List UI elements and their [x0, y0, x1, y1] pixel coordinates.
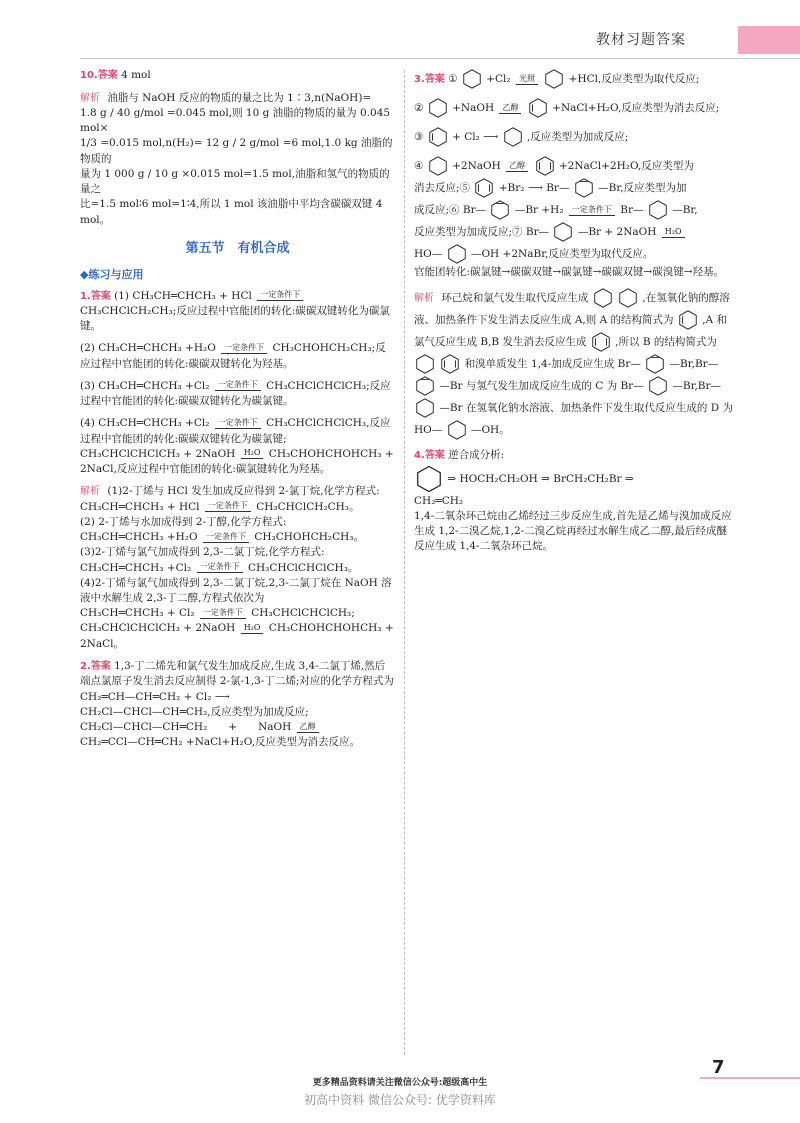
q10-exp-line4: 量为 1 000 g / 10 g ×0.015 mol=1.5 mol,油脂和氢气的物质的量之 [80, 167, 390, 196]
cyclohexane-ring-icon [461, 68, 483, 90]
chlorocyclohexane-ring-icon [543, 68, 565, 90]
q3-r7a: 反应类型为加成反应;⑦ Br— [414, 226, 550, 238]
q3-exp3e: —Br,Br— [672, 380, 722, 393]
q3-exp3d: —Br 与氢气发生加成反应生成的 C 为 Br— [439, 380, 644, 393]
q1-exp4b: CH₃CH═CHCH₃ + Cl₂ [80, 607, 195, 620]
q10-explanation [80, 91, 395, 228]
footer-watermark: 初高中资料 微信公众号: 优学资料库 [304, 1093, 496, 1107]
q3-r5a: 消去反应;⑤ [414, 182, 471, 194]
chlorocyclohexane-ring-icon [617, 287, 639, 309]
q1-part4 [80, 416, 395, 477]
q1-part1 [80, 289, 395, 335]
q1-eq1: (1) CH₃CH═CHCH₃ + HCl [114, 289, 252, 302]
cyclohexene-ring-icon [527, 97, 549, 119]
light-arrow: 光照 [516, 74, 538, 85]
q1-exp3b: CH₃CH═CHCH₃ +Cl₂ [80, 561, 192, 574]
q3-reaction1 [414, 68, 734, 90]
q4-line4: 1,4-二氧杂环己烷由乙烯经过三步反应生成,首先是乙烯与溴加成反应生成 1,2-二溴乙烷,1,2-二溴乙烷再经过水解生成乙二醇,最后经成醚反应生成 1,4-二氧杂环己烷。 [414, 509, 732, 553]
q3-r9: 官能团转化:碳氯键→碳碳双键→碳氯键→碳碳双键→碳溴键→羟基。 [414, 266, 725, 278]
q4-tag: 4.答案 [414, 450, 445, 462]
q10-answer [80, 68, 395, 84]
cyclohexene-ring-icon [489, 199, 511, 221]
q3-r3c: ,反应类型为加成反应; [526, 131, 629, 143]
left-column [80, 68, 395, 758]
dichlorocyclohexane-ring-icon [414, 353, 436, 375]
chlorocyclohexane-ring-icon [427, 97, 449, 119]
q2-tag: 2.答案 [80, 660, 111, 672]
dichlorocyclohexane-ring-icon [427, 155, 449, 177]
condition-arrow: 一定条件下 [200, 608, 246, 619]
q1-exp4c: CH₃CHClCHClCH₃; [251, 607, 355, 620]
cyclohexene-ring-icon [573, 177, 595, 199]
condition-arrow: 一定条件下 [221, 343, 267, 354]
q3-r6c: Br— [620, 204, 644, 216]
cyclohexene-ring-icon [414, 375, 436, 397]
q3-r8a: HO— [414, 248, 443, 260]
header-title: 教材习题答案 [596, 32, 686, 48]
cond-h2o: H₂O [243, 622, 261, 632]
q1-eq2-result: CH₃CHOHCH₂CH₃;反应过程中官能团的转化:碳碳双键转化为羟基。 [80, 342, 386, 370]
q2-line3: CH₂Cl—CHCl—CH═CH₂ + NaOH [80, 721, 292, 734]
cond-ethanol: 乙醇 [299, 721, 316, 731]
q3-r5b: +Br₂ ⟶ Br— [498, 182, 570, 194]
right-column [414, 68, 734, 562]
q1-eq2: (2) CH₃CH═CHCH₃ +H₂O [80, 342, 216, 355]
q3-r8b: —OH +2NaBr,反应类型为取代反应。 [470, 248, 654, 260]
q1-exp-tag: 解析 [80, 486, 100, 498]
q1-eq3: (3) CH₃CH═CHCH₃ +Cl₂ [80, 379, 210, 392]
cyclohexane-ring-icon [414, 397, 436, 419]
q3-exp3b: 和溴单质发生 1,4-加成反应生成 Br— [464, 358, 641, 371]
practice-subtitle: ◆练习与应用 [80, 267, 144, 281]
q1-eq4-hydrolysis-result: CH₃CHOHCHOHCH₃ + 2NaCl,反应过程中官能团的转化:碳氯键转化为羟基。 [80, 447, 394, 475]
q3-r2a: ② [414, 102, 424, 114]
q3-reaction2 [414, 97, 734, 119]
cyclohexadiene-ring-icon [534, 155, 556, 177]
q1-exp2b: CH₃CH═CHCH₃ +H₂O [80, 531, 198, 544]
cond-h2o: H₂O [664, 226, 682, 236]
q4-answer [414, 448, 734, 554]
q1-eq1-result: CH₃CHClCH₂CH₃;反应过程中官能团的转化:碳碳双键转化为碳氯键。 [80, 305, 390, 333]
q10-exp-line1: 油脂与 NaOH 反应的物质的量之比为 1∶3,n(NaOH)= [107, 91, 372, 104]
q3-r3a: ③ [414, 131, 424, 143]
q3-r1b: +Cl₂ [486, 73, 511, 85]
q1-exp4d: CH₃CHClCHClCH₃ + 2NaOH [80, 622, 236, 635]
q3-exp1b: ,在氢氧化钠的醇溶液、加热条件下发生消去反应生成 A,则 A 的结构简式为 [414, 292, 730, 327]
q1-tag: 1.答案 [80, 290, 111, 302]
q3-explanation [414, 287, 734, 441]
q1-eq4-hydrolysis: CH₃CHClCHClCH₃ + 2NaOH [80, 447, 236, 460]
q10-exp-line5: 比=1.5 mol∶6 mol=1∶4,所以 1 mol 该油脂中平均含碳碳双键 4 mol。 [80, 198, 383, 226]
q3-r5c: —Br,反应类型为加 [598, 182, 687, 194]
q3-reaction4 [414, 155, 734, 280]
ethanol-heat-arrow [499, 103, 521, 114]
q3-r4b: +2NaOH [452, 160, 501, 172]
cyclohexene-ring-icon [677, 309, 699, 331]
column-divider [404, 70, 405, 1055]
cyclohexane-ring-icon [446, 419, 468, 441]
q10-tag: 10.答案 [80, 70, 118, 81]
q1-exp4: (4)2-丁烯与氯气加成得到 2,3-二氯丁烷,2,3-二氯丁烷在 NaOH 溶液中水解生成 2,3-丁二醇,方程式依次为 [80, 576, 392, 605]
q3-r2b: +NaOH [452, 102, 495, 114]
q1-exp2: (2) 2-丁烯与水加成得到 2-丁醇,化学方程式: [80, 515, 287, 528]
cyclohexene-ring-icon [427, 126, 449, 148]
q3-r4c: +2NaCl+2H₂O,反应类型为 [558, 160, 694, 172]
q3-exp2: ,A 和氯气反应生成 B,B 发生消去反应生成 [414, 314, 727, 349]
q10-answer-value: 4 mol [121, 69, 151, 81]
q3-r1d: +HCl,反应类型为取代反应; [568, 73, 700, 85]
q3-exp-tag: 解析 [414, 293, 434, 305]
q3-exp3c: —Br,Br— [669, 358, 719, 371]
q3-exp3f: —Br 在氢氧化钠水溶液、加热条件下发生取代反应生成的 D 为 HO— [414, 402, 734, 437]
condition-arrow: 一定条件下 [215, 418, 261, 429]
cyclohexadiene-ring-icon [439, 353, 461, 375]
cyclohexane-ring-icon [647, 375, 669, 397]
q3-reaction3 [414, 126, 734, 148]
section-title: 第五节 有机合成 [185, 240, 290, 256]
q2-line4: CH₂═CCl—CH═CH₂ +NaCl+H₂O,反应类型为消去反应。 [80, 736, 361, 749]
footer-promo: 更多精品资料请关注微信公众号:超级高中生 [312, 1078, 488, 1088]
cyclohexane-ring-icon [446, 243, 468, 265]
cyclohexane-ring-icon [647, 199, 669, 221]
water-heat-arrow [662, 227, 685, 238]
q1-exp1: (1)2-丁烯与 HCl 发生加成反应得到 2-氯丁烷,化学方程式: CH₃CH═CHCH₃ + HCl [80, 485, 380, 513]
q3-r6b: —Br +H₂ [514, 204, 564, 216]
cyclohexadiene-ring-icon [590, 331, 612, 353]
q4-line3: CH₂═CH₂ [414, 494, 464, 507]
q1-eq3-result: CH₃CHClCHClCH₃;反应过程中官能团的转化:碳碳双键转化为碳氯键。 [80, 379, 391, 408]
q4-line1: 逆合成分析: [448, 449, 505, 462]
header-rule [80, 58, 800, 59]
q3-r3b: + Cl₂ ⟶ [452, 131, 499, 143]
q10-exp-line3: 1/3 =0.015 mol,n(H₂)= 12 g / 2 g/mol =6 mol,1.0 kg 油脂的物质的 [80, 137, 393, 165]
water-heat-arrow [241, 448, 264, 459]
chlorocyclohexane-ring-icon [592, 287, 614, 309]
q1-exp2c: CH₃CHOHCH₂CH₃。 [254, 531, 364, 544]
cond-ethanol: 乙醇 [509, 160, 526, 170]
q2-answer [80, 659, 395, 751]
dichlorocyclohexane-ring-icon [502, 126, 524, 148]
q10-exp-tag: 解析 [80, 92, 100, 104]
q3-r1a: ① [448, 73, 458, 85]
q3-r4a: ④ [414, 160, 424, 172]
cond-ethanol: 乙醇 [502, 102, 519, 112]
condition-arrow: 一定条件下 [215, 380, 261, 391]
q3-exp1: 环己烷和氯气发生取代反应生成 [441, 292, 589, 305]
cyclohexadiene-ring-icon [473, 177, 495, 199]
q1-exp1b: CH₃CHClCH₂CH₃。 [256, 500, 360, 513]
ethanol-heat-arrow [506, 161, 528, 172]
q3-exp3g: —OH。 [470, 424, 510, 437]
dioxane-ring-icon [414, 464, 444, 494]
cond-h2o: H₂O [243, 448, 261, 458]
water-heat-arrow [241, 623, 264, 634]
q1-part2 [80, 341, 395, 371]
q1-part3 [80, 379, 395, 409]
q1-eq4: (4) CH₃CH═CHCH₃ +Cl₂ [80, 417, 210, 430]
q2-line1: 1,3-丁二烯先和氯气发生加成反应,生成 3,4-二氯丁烯,然后端点氯原子发生消去反应制得 2-氯-1,3-丁二烯;对应的化学方程式为 CH₂═CH—CH═CH₂ + Cl₂ ⟶ [80, 659, 394, 703]
cyclohexene-ring-icon [644, 353, 666, 375]
q3-r7b: —Br + 2NaOH [577, 226, 657, 238]
cyclohexane-ring-icon [552, 221, 574, 243]
ethanol-heat-arrow [297, 722, 319, 733]
q1-exp3: (3)2-丁烯与氯气加成得到 2,3-二氯丁烷,化学方程式: [80, 546, 325, 559]
q3-exp3: ,所以 B 的结构简式为 [615, 336, 717, 349]
q4-line2: ⇒ HOCH₂CH₂OH ⇒ BrCH₂CH₂Br ⇒ [447, 472, 634, 485]
q1-exp3c: CH₃CHClCHClCH₃。 [247, 561, 359, 574]
q1-eq4-result: CH₃CHClCHClCH₃,反应过程中官能团的转化:碳碳双键转化为碳氯键; [80, 417, 391, 445]
condition-arrow: 一定条件下 [203, 532, 249, 543]
q3-r6a: 成反应;⑥ Br— [414, 204, 487, 216]
q10-exp-line2: 1.8 g / 40 g/mol =0.045 mol,则 10 g 油脂的物质的量为 0.045 mol× [80, 107, 391, 135]
header-accent-bar [738, 26, 800, 54]
condition-arrow: 一定条件下 [569, 205, 615, 216]
condition-arrow: 一定条件下 [257, 290, 303, 301]
q3-r2c: +NaCl+H₂O,反应类型为消去反应; [552, 102, 720, 114]
condition-arrow: 一定条件下 [205, 501, 251, 512]
condition-arrow: 一定条件下 [197, 562, 243, 573]
q3-r6d: —Br, [672, 204, 698, 216]
q1-exp4e: CH₃CHOHCHOHCH₃ + 2NaCl。 [80, 622, 394, 650]
q3-tag: 3.答案 [414, 74, 445, 85]
page-number: 7 [712, 1057, 725, 1078]
q1-explanation [80, 484, 395, 652]
q2-line2: CH₂Cl—CHCl—CH═CH₂,反应类型为加成反应; [80, 705, 309, 718]
